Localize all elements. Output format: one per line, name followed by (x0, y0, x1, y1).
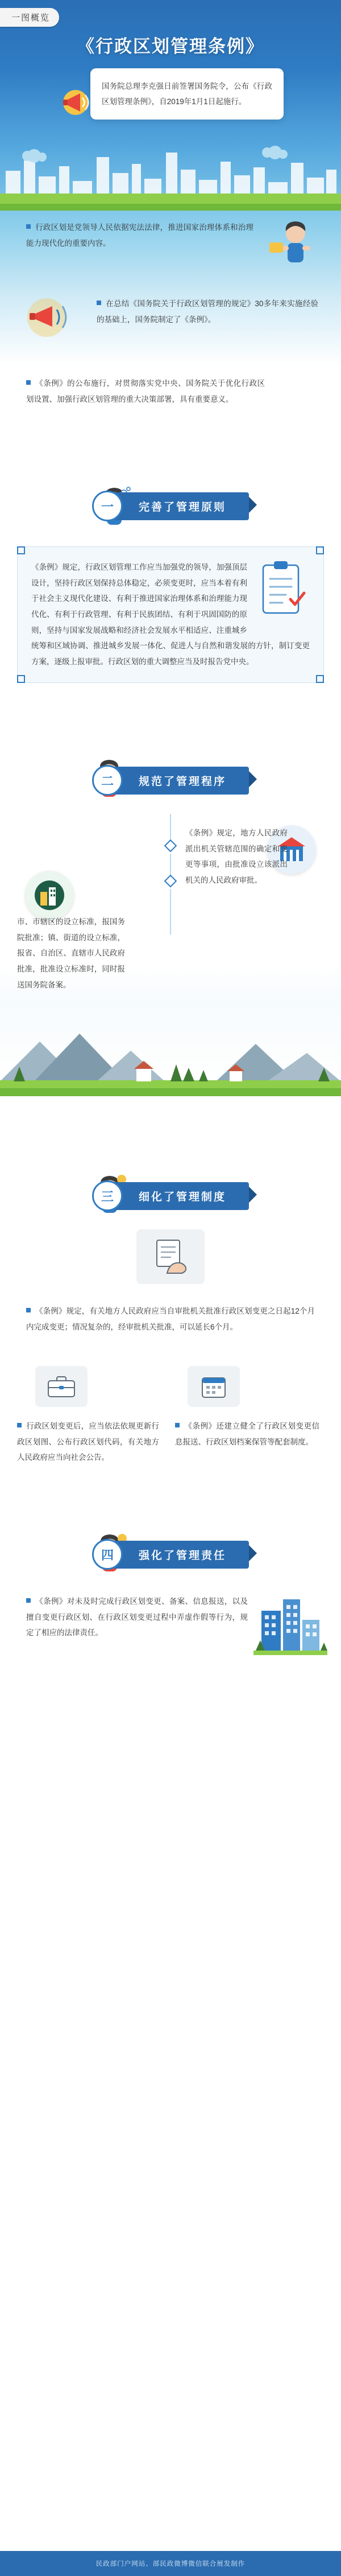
person-pointing-icon (263, 216, 325, 274)
diamond-marker (164, 840, 177, 853)
clipboard-checklist-icon (255, 559, 310, 624)
megaphone-icon (57, 83, 94, 120)
intro-card (90, 68, 284, 120)
city-skyline-icon (253, 1588, 327, 1659)
section-2-right-text: 《条例》规定，地方人民政府派出机关管辖范围的确定和变更等事项，由批准设立该派出机关的人民政府审批。 (185, 829, 288, 885)
section-3-number: 三 (92, 1180, 123, 1211)
section-1-body-card (17, 546, 324, 683)
corner-mark (17, 675, 25, 683)
divider-line (170, 889, 171, 935)
footer-text: 民政部门户网站、部民政微博微信联合展发制作 (95, 2561, 246, 2567)
square-bullet-icon (26, 380, 31, 385)
corner-mark (17, 546, 25, 554)
lead-point-1 (26, 220, 253, 251)
section-4-body-text: 《条例》对未及时完成行政区划变更、备案、信息报送，以及擅自变更行政区划、在行政区划变更过程中弄虚作假等行为，规定了相应的法律责任。 (26, 1597, 248, 1637)
section-2-number: 二 (92, 765, 123, 796)
square-bullet-icon (26, 1598, 31, 1603)
page-title: 《行政区划管理条例》 (77, 36, 264, 56)
square-bullet-icon (26, 1308, 31, 1312)
corner-mark (316, 546, 324, 554)
calendar-icon-card (188, 1366, 240, 1407)
square-bullet-icon (175, 1423, 180, 1427)
briefcase-icon-card (35, 1366, 88, 1407)
square-bullet-icon (26, 224, 31, 229)
intro-block (0, 68, 341, 120)
section-3-bottom-left-text: 行政区划变更后，应当依法依规更新行政区划图、公布行政区划代码，有关地方人民政府应当向社会公告。 (17, 1422, 159, 1462)
lead-point-3 (26, 376, 265, 407)
section-4-number: 四 (92, 1539, 123, 1570)
section-3-bottom-right-text: 《条例》还建立健全了行政区划变更信息报送、行政区划档案保管等配套制度。 (175, 1422, 319, 1446)
section-2-title: 规范了管理程序 (113, 767, 249, 795)
section-3-title: 细化了管理制度 (113, 1182, 249, 1210)
section-4-header (0, 1539, 341, 1570)
section-4-title: 强化了管理责任 (113, 1541, 249, 1569)
diamond-marker (164, 875, 177, 888)
mountain-scenery-decoration (0, 1019, 341, 1104)
city-building-circle-icon (25, 871, 74, 920)
overview-badge: 一图概览 (0, 8, 59, 27)
footer-bar (0, 2551, 341, 2576)
section-2-header (0, 765, 341, 796)
section-2-left-text: 市、市辖区的设立标准，报国务院批准；镇、街道的设立标准，报省、自治区、直辖市人民政府批准，批准设立标准时，同时报送国务院备案。 (17, 917, 125, 989)
square-bullet-icon (17, 1423, 22, 1427)
lead-point-3-text: 《条例》的公布施行，对贯彻落实党中央、国务院关于优化行政区划设置、加强行政区划管理的重大决策部署，具有重要意义。 (26, 379, 265, 404)
lead-point-1-text: 行政区划是党领导人民依据宪法法律，推进国家治理体系和治理能力现代化的重要内容。 (26, 223, 253, 248)
section-3-header (0, 1180, 341, 1211)
square-bullet-icon (97, 301, 101, 305)
section-1-body-text: 《条例》规定，行政区划管理工作应当加强党的领导，加强顶层设计，坚持行政区划保持总体稳定，必须变更时，应当本着有利于社会主义现代化建设、有利于推进国家治理体系和治理能力现代化、有利于行政管理、有利于民族团结、有利于巩固国防的原则，坚持与国家发展战略和经济社会发展水平相适应、注重城乡统筹和区域协调、推进城乡发展一体化、促进人与自然和谐发展的方针，制订变更方案，逐级上报审批。行政区划的重大调整应当及时报告党中央。 (31, 563, 310, 666)
lead-point-2-text: 在总结《国务院关于行政区划管理的规定》30多年来实施经验的基础上，国务院制定了《条例》。 (97, 299, 318, 324)
megaphone-speaker-icon (17, 291, 80, 347)
hand-document-icon (0, 1229, 341, 1284)
section-1-number: 一 (92, 491, 123, 521)
section-1-header (0, 491, 341, 521)
lead-point-2 (97, 296, 318, 327)
section-1-title: 完善了管理原则 (113, 492, 249, 520)
intro-text: 国务院总理李克强日前签署国务院令，公布《行政区划管理条例》，自2019年1月1日起施行。 (102, 82, 272, 106)
section-3-top-text: 《条例》规定，有关地方人民政府应当自审批机关批准行政区划变更之日起12个月内完成变更；情况复杂的，经审批机关批准，可以延长6个月。 (26, 1307, 315, 1331)
corner-mark (316, 675, 324, 683)
green-ground-strip (0, 194, 341, 208)
